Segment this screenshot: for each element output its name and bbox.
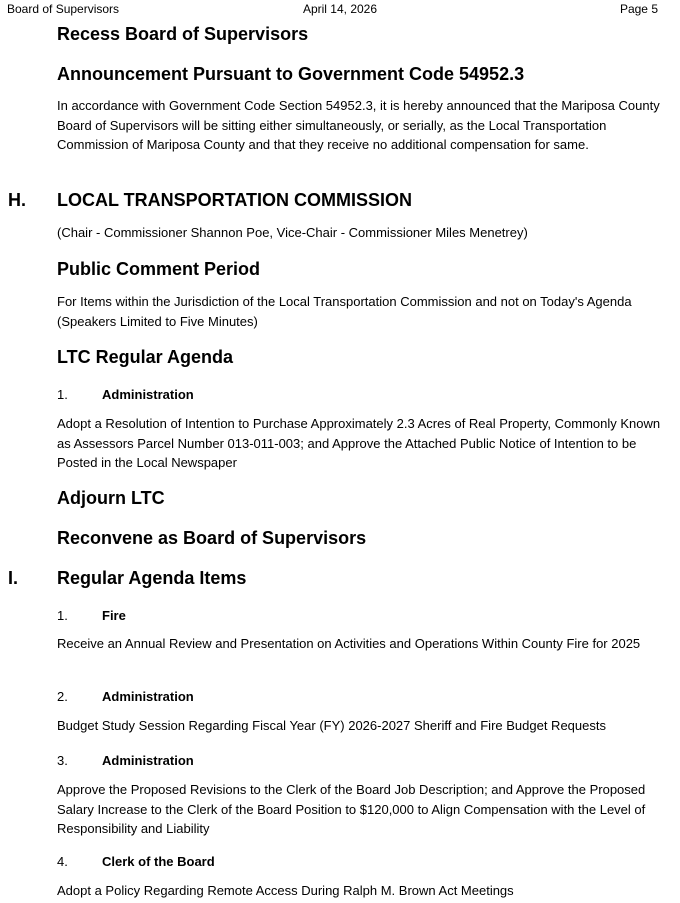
section-i-title: Regular Agenda Items [57, 568, 247, 588]
regular-item-3-text: Approve the Proposed Revisions to the Clerk of the Board Job Description; and Approve the Proposed Salary Increase to the Clerk of the Board Position to $120,000 to Align Compensation with the Level of Responsibility and Liability [57, 782, 646, 836]
ltc-chairs: (Chair - Commissioner Shannon Poe, Vice-Chair - Commissioner Miles Menetrey) [57, 225, 528, 240]
announcement-heading: Announcement Pursuant to Government Code 54952.3 [57, 64, 525, 84]
reconvene-heading: Reconvene as Board of Supervisors [57, 528, 367, 548]
regular-item-3-dept: Administration [102, 753, 194, 768]
header-date: April 14, 2026 [302, 2, 378, 16]
regular-item-2-text: Budget Study Session Regarding Fiscal Year (FY) 2026-2027 Sheriff and Fire Budget Requests [57, 718, 606, 733]
regular-item-2-dept: Administration [102, 689, 194, 704]
section-h-letter: H. [8, 190, 26, 210]
regular-item-2-number: 2. [57, 689, 68, 704]
section-i-letter: I. [8, 568, 19, 588]
regular-item-4-number: 4. [57, 854, 68, 869]
regular-item-4-text: Adopt a Policy Regarding Remote Access During Ralph M. Brown Act Meetings [57, 883, 514, 898]
ltc-item-1-text: Adopt a Resolution of Intention to Purchase Approximately 2.3 Acres of Real Property, Commonly Known as Assessors Parcel Number 013-011-003; and Approve the Attached Public Notice of Intention to be Posted in the Local Newspaper [57, 416, 661, 470]
ltc-public-comment-heading: Public Comment Period [57, 259, 261, 279]
regular-item-4-dept: Clerk of the Board [102, 854, 215, 869]
ltc-item-1-number: 1. [57, 387, 68, 402]
ltc-item-1-dept: Administration [102, 387, 194, 402]
header-board-name: Board of Supervisors [7, 2, 120, 16]
section-h-title: LOCAL TRANSPORTATION COMMISSION [57, 190, 412, 210]
adjourn-ltc-heading: Adjourn LTC [57, 488, 165, 508]
header-page-number: Page 5 [619, 2, 658, 16]
ltc-public-comment-text: For Items within the Jurisdiction of the Local Transportation Commission and not on Today's Agenda (Speakers Limited to Five Minutes) [57, 294, 632, 329]
announcement-text: In accordance with Government Code Section 54952.3, it is hereby announced that the Mariposa County Board of Supervisors will be sitting either simultaneously, or serially, as the Local Transportation Commission of Mariposa County and that they receive no additional compensation for same. [57, 98, 660, 152]
regular-item-3-number: 3. [57, 753, 68, 768]
ltc-agenda-heading: LTC Regular Agenda [57, 347, 234, 367]
regular-item-1-dept: Fire [102, 608, 126, 623]
regular-item-1-number: 1. [57, 608, 68, 623]
regular-item-1-text: Receive an Annual Review and Presentation on Activities and Operations Within County Fire for 2025 [57, 636, 641, 651]
recess-heading: Recess Board of Supervisors [57, 24, 309, 44]
